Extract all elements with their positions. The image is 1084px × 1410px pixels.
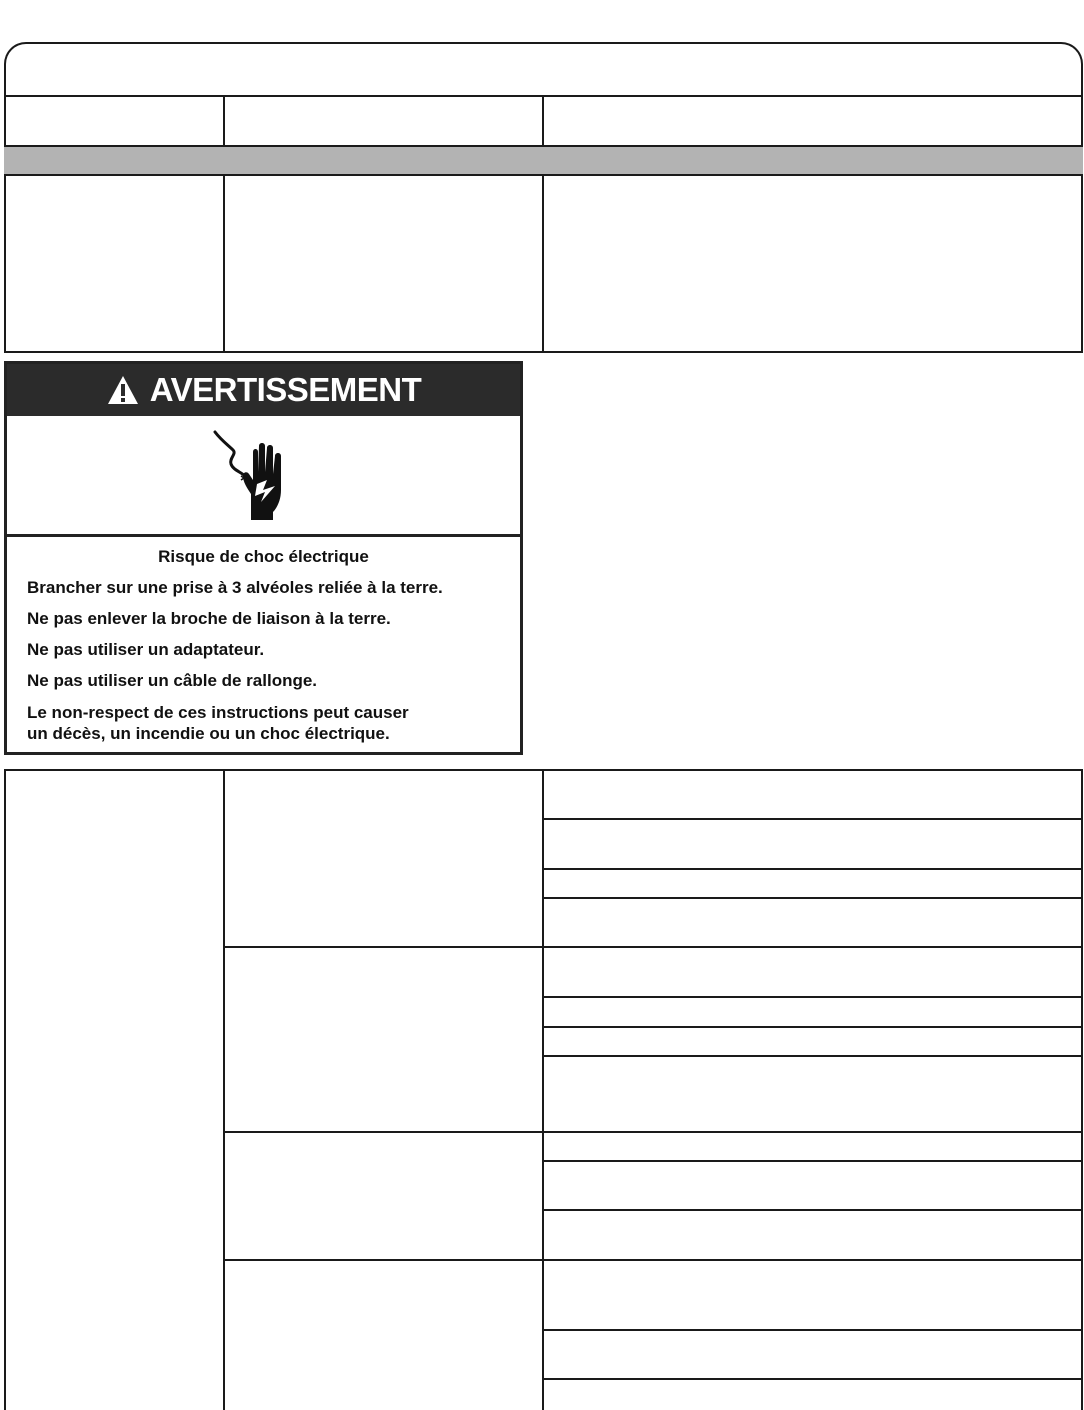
table-title-bar xyxy=(4,42,1083,97)
top-col-divider-2 xyxy=(542,95,544,146)
warning-risk-heading: Risque de choc électrique xyxy=(158,547,369,566)
warning-consequence-line-1: Le non-respect de ces instructions peut causer xyxy=(27,703,409,722)
top-col-divider-1 xyxy=(223,95,225,146)
row-separator xyxy=(542,897,1083,899)
warning-pictogram-area xyxy=(7,416,520,537)
electric-shock-hand-icon xyxy=(207,428,302,523)
row-separator xyxy=(542,996,1083,998)
row-separator xyxy=(542,1329,1083,1331)
warning-box xyxy=(4,361,523,755)
bottom-col-divider-1 xyxy=(223,769,225,1410)
top-table-right-border xyxy=(1081,95,1083,353)
row-separator xyxy=(542,818,1083,820)
row-separator xyxy=(542,1378,1083,1380)
warning-line: Ne pas utiliser un câble de rallonge. xyxy=(27,671,318,690)
row-separator xyxy=(542,1160,1083,1162)
row-separator xyxy=(542,1026,1083,1028)
warning-consequence-line-2: un décès, un incendie ou un choc électrique. xyxy=(27,724,390,743)
warning-text-block xyxy=(7,537,520,744)
top-table-left-border xyxy=(4,95,6,353)
warning-title: AVERTISSEMENT xyxy=(149,371,422,408)
section-band xyxy=(4,145,1083,176)
group-separator xyxy=(223,1259,1083,1261)
group-separator xyxy=(223,946,1083,948)
warning-line: Ne pas utiliser un adaptateur. xyxy=(27,640,265,659)
group-separator xyxy=(223,1131,1083,1133)
warning-header xyxy=(7,364,520,416)
bottom-col-divider-2 xyxy=(542,769,544,1410)
row-separator xyxy=(542,868,1083,870)
warning-line: Ne pas enlever la broche de liaison à la terre. xyxy=(27,609,391,628)
row-separator xyxy=(542,1055,1083,1057)
warning-triangle-icon xyxy=(106,374,140,406)
top-body-divider-1 xyxy=(223,176,225,353)
warning-line: Brancher sur une prise à 3 alvéoles reliée à la terre. xyxy=(27,578,443,597)
row-separator xyxy=(542,1209,1083,1211)
top-table-bottom-rule xyxy=(4,351,1083,353)
top-body-divider-2 xyxy=(542,176,544,353)
